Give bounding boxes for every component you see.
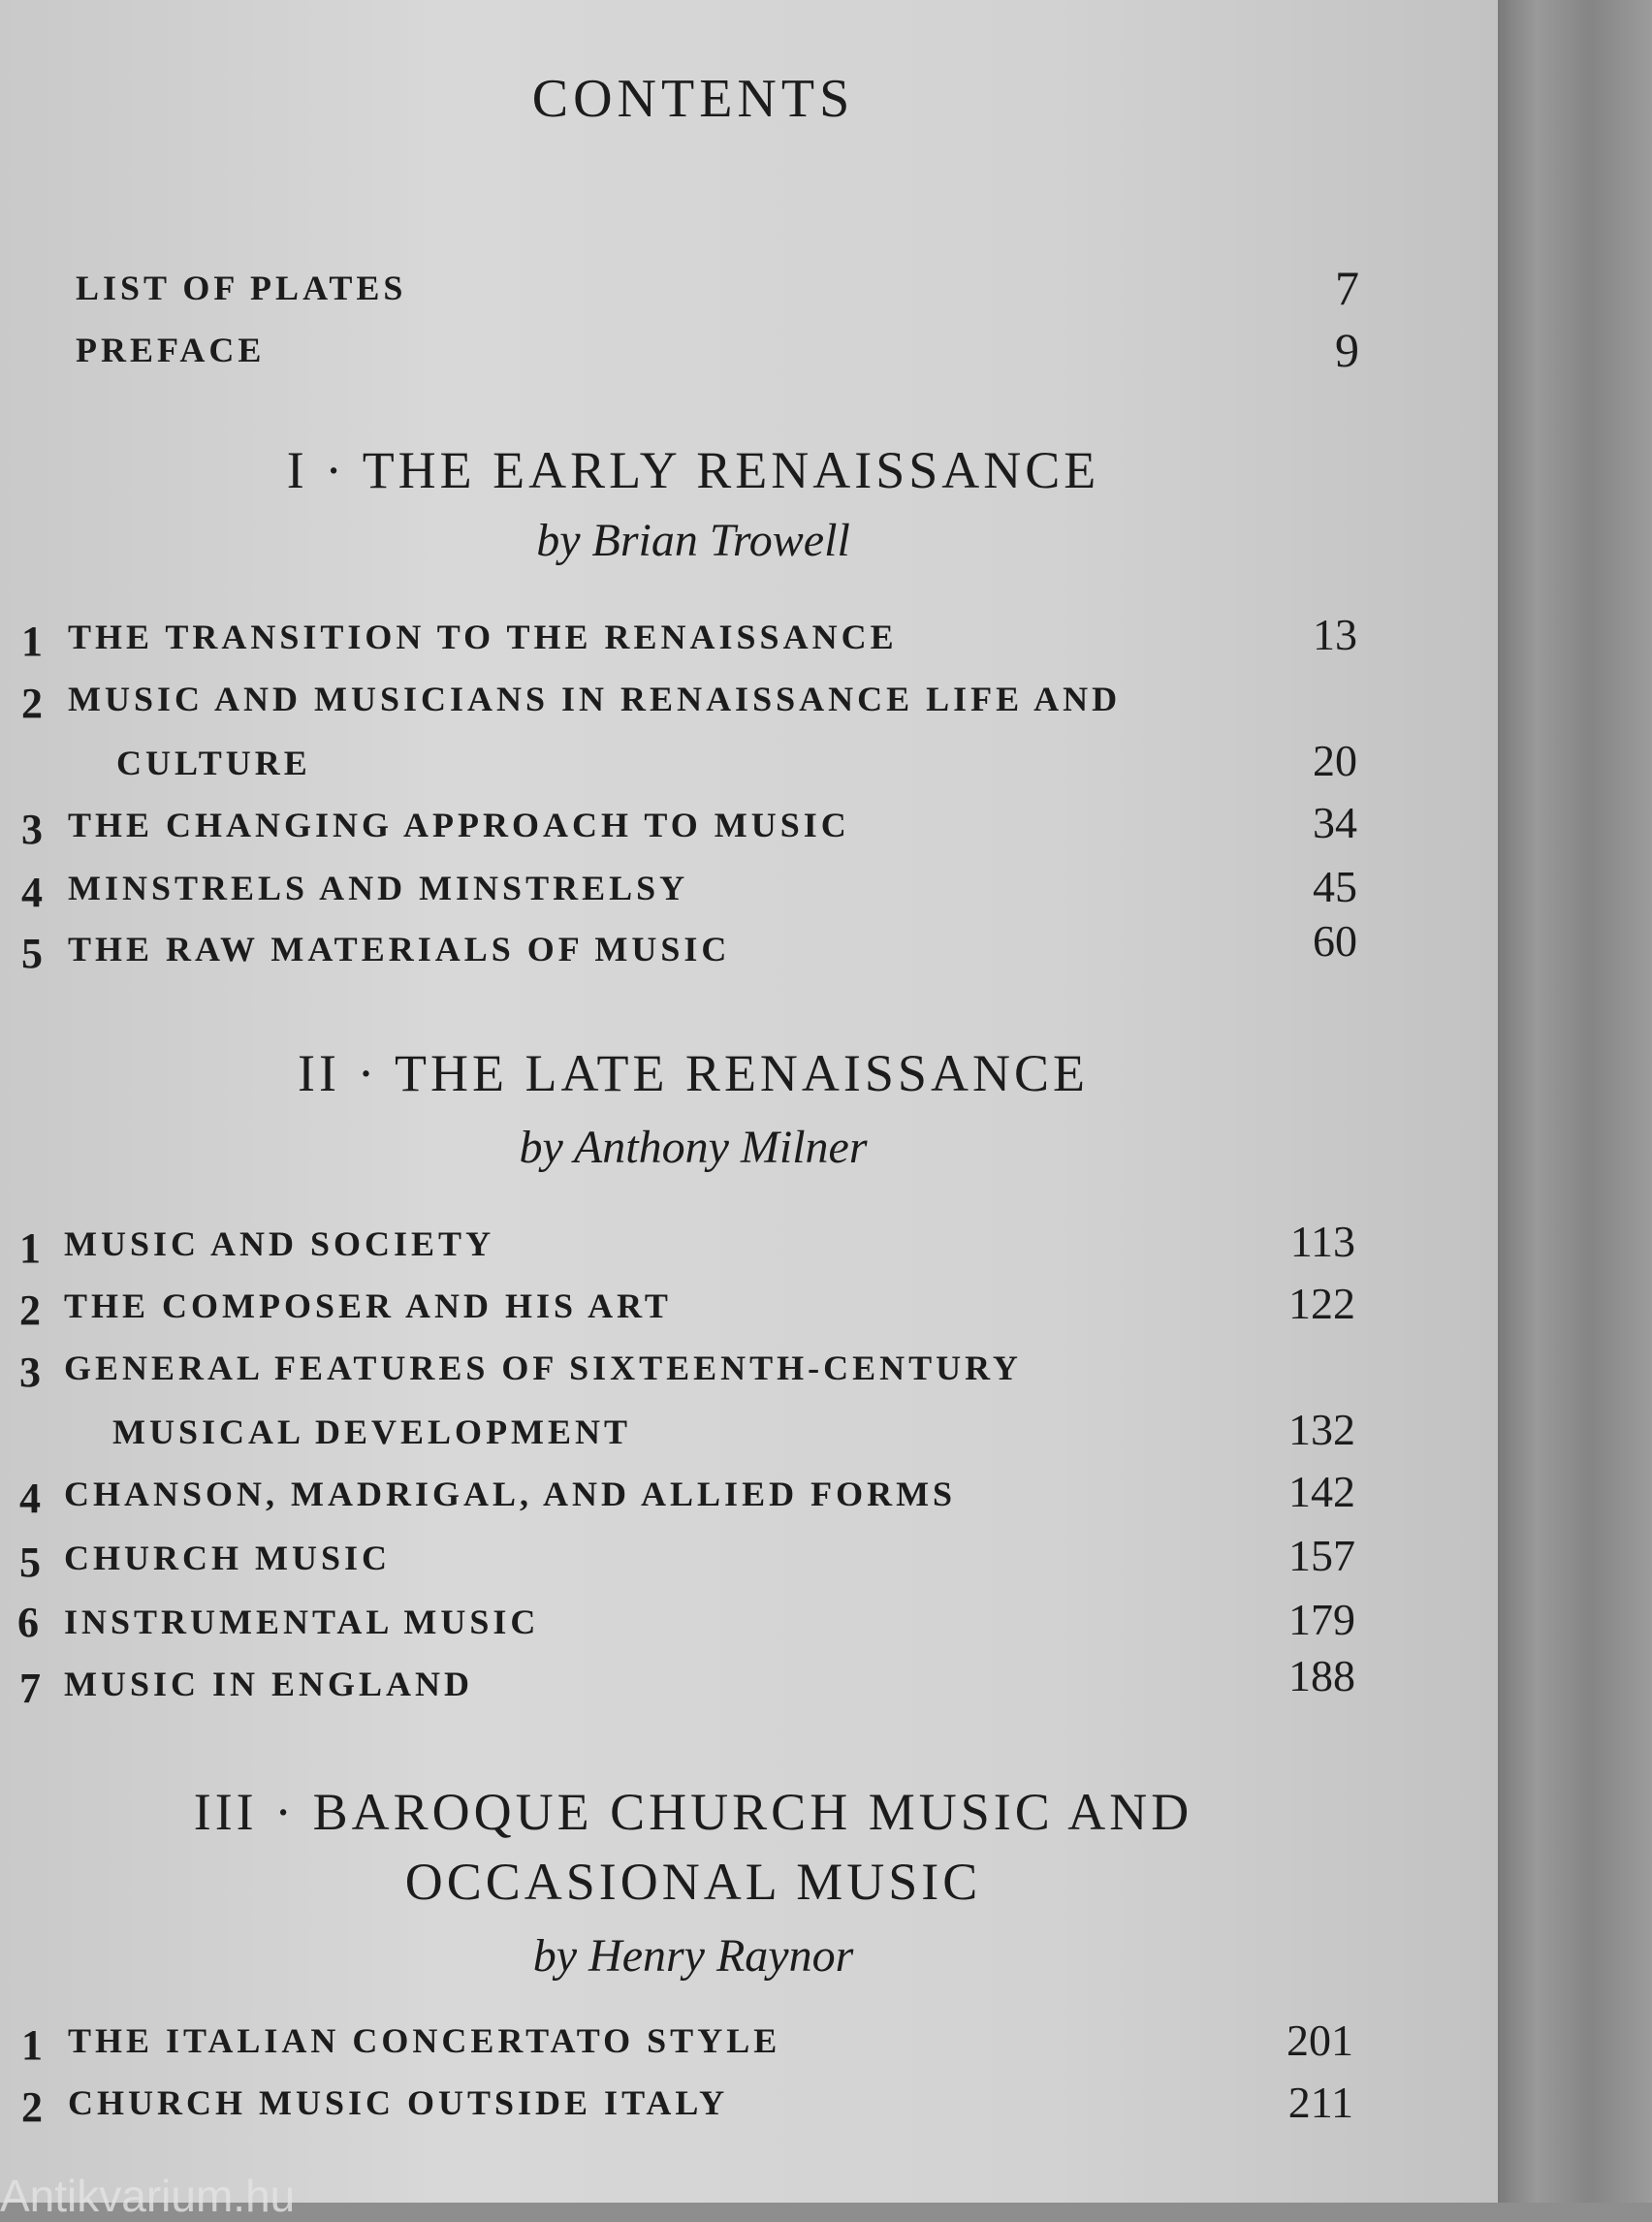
- chapter-title-continuation: CULTURE: [116, 744, 311, 782]
- section-3-heading-line-2: OCCASIONAL MUSIC: [404, 1853, 982, 1911]
- chapter-page: 157: [1288, 1531, 1355, 1580]
- front-matter-preface-page: 9: [1335, 323, 1359, 377]
- chapter-number: 1: [21, 618, 43, 665]
- chapter-page: 45: [1313, 862, 1357, 911]
- chapter-title: INSTRUMENTAL MUSIC: [64, 1603, 540, 1641]
- chapter-number: 6: [17, 1599, 39, 1646]
- chapter-page: 13: [1313, 610, 1357, 659]
- section-3-author: by Henry Raynor: [532, 1930, 854, 1982]
- chapter-title: CHANSON, MADRIGAL, AND ALLIED FORMS: [64, 1475, 957, 1513]
- chapter-number: 2: [19, 1286, 41, 1334]
- chapter-page: 122: [1288, 1279, 1355, 1328]
- chapter-page: 188: [1288, 1651, 1355, 1700]
- chapter-number: 1: [19, 1224, 41, 1272]
- chapter-number: 3: [21, 806, 43, 853]
- chapter-title: GENERAL FEATURES OF SIXTEENTH-CENTURY: [64, 1349, 1022, 1387]
- chapter-title: THE RAW MATERIALS OF MUSIC: [68, 930, 731, 968]
- chapter-number: 2: [21, 680, 43, 727]
- chapter-title: MUSIC IN ENGLAND: [64, 1665, 474, 1703]
- watermark: Antikvarium.hu: [0, 2171, 296, 2221]
- chapter-title: THE TRANSITION TO THE RENAISSANCE: [68, 618, 898, 656]
- chapter-page: 113: [1289, 1217, 1355, 1266]
- chapter-page: 60: [1313, 916, 1357, 966]
- book-gutter-shadow: [1498, 0, 1652, 2203]
- section-2-author: by Anthony Milner: [519, 1122, 868, 1173]
- front-matter-list-of-plates-page: 7: [1335, 261, 1359, 315]
- chapter-page: 211: [1287, 2078, 1353, 2127]
- chapter-number: 4: [21, 869, 43, 916]
- chapter-page: 179: [1288, 1595, 1355, 1644]
- chapter-number: 4: [19, 1475, 41, 1522]
- chapter-page: 34: [1313, 798, 1357, 847]
- chapter-title: THE CHANGING APPROACH TO MUSIC: [68, 806, 850, 844]
- contents-title: CONTENTS: [531, 69, 855, 129]
- chapter-title: THE ITALIAN CONCERTATO STYLE: [68, 2021, 781, 2060]
- chapter-title: CHURCH MUSIC: [64, 1539, 392, 1577]
- chapter-number: 1: [21, 2021, 43, 2069]
- front-matter-list-of-plates: LIST OF PLATES: [76, 269, 407, 307]
- chapter-number: 7: [19, 1665, 41, 1712]
- chapter-page: 132: [1288, 1405, 1355, 1454]
- chapter-title: MINSTRELS AND MINSTRELSY: [68, 869, 689, 907]
- chapter-number: 5: [19, 1539, 41, 1586]
- chapter-title: MUSIC AND SOCIETY: [64, 1224, 495, 1263]
- chapter-title: CHURCH MUSIC OUTSIDE ITALY: [68, 2083, 729, 2122]
- chapter-number: 2: [21, 2083, 43, 2131]
- chapter-title-continuation: MUSICAL DEVELOPMENT: [112, 1413, 632, 1451]
- chapter-page: 201: [1287, 2016, 1353, 2065]
- section-3-heading-line-1: III · BAROQUE CHURCH MUSIC AND: [193, 1783, 1193, 1841]
- section-1-author: by Brian Trowell: [536, 515, 850, 566]
- chapter-page: 142: [1288, 1467, 1355, 1516]
- front-matter-preface: PREFACE: [76, 331, 266, 369]
- chapter-page: 20: [1313, 736, 1357, 785]
- chapter-title: MUSIC AND MUSICIANS IN RENAISSANCE LIFE AND: [68, 680, 1122, 718]
- chapter-number: 5: [21, 930, 43, 977]
- section-1-heading: I · THE EARLY RENAISSANCE: [286, 441, 1100, 499]
- section-2-heading: II · THE LATE RENAISSANCE: [298, 1044, 1089, 1102]
- chapter-number: 3: [19, 1349, 41, 1396]
- chapter-title: THE COMPOSER AND HIS ART: [64, 1286, 672, 1325]
